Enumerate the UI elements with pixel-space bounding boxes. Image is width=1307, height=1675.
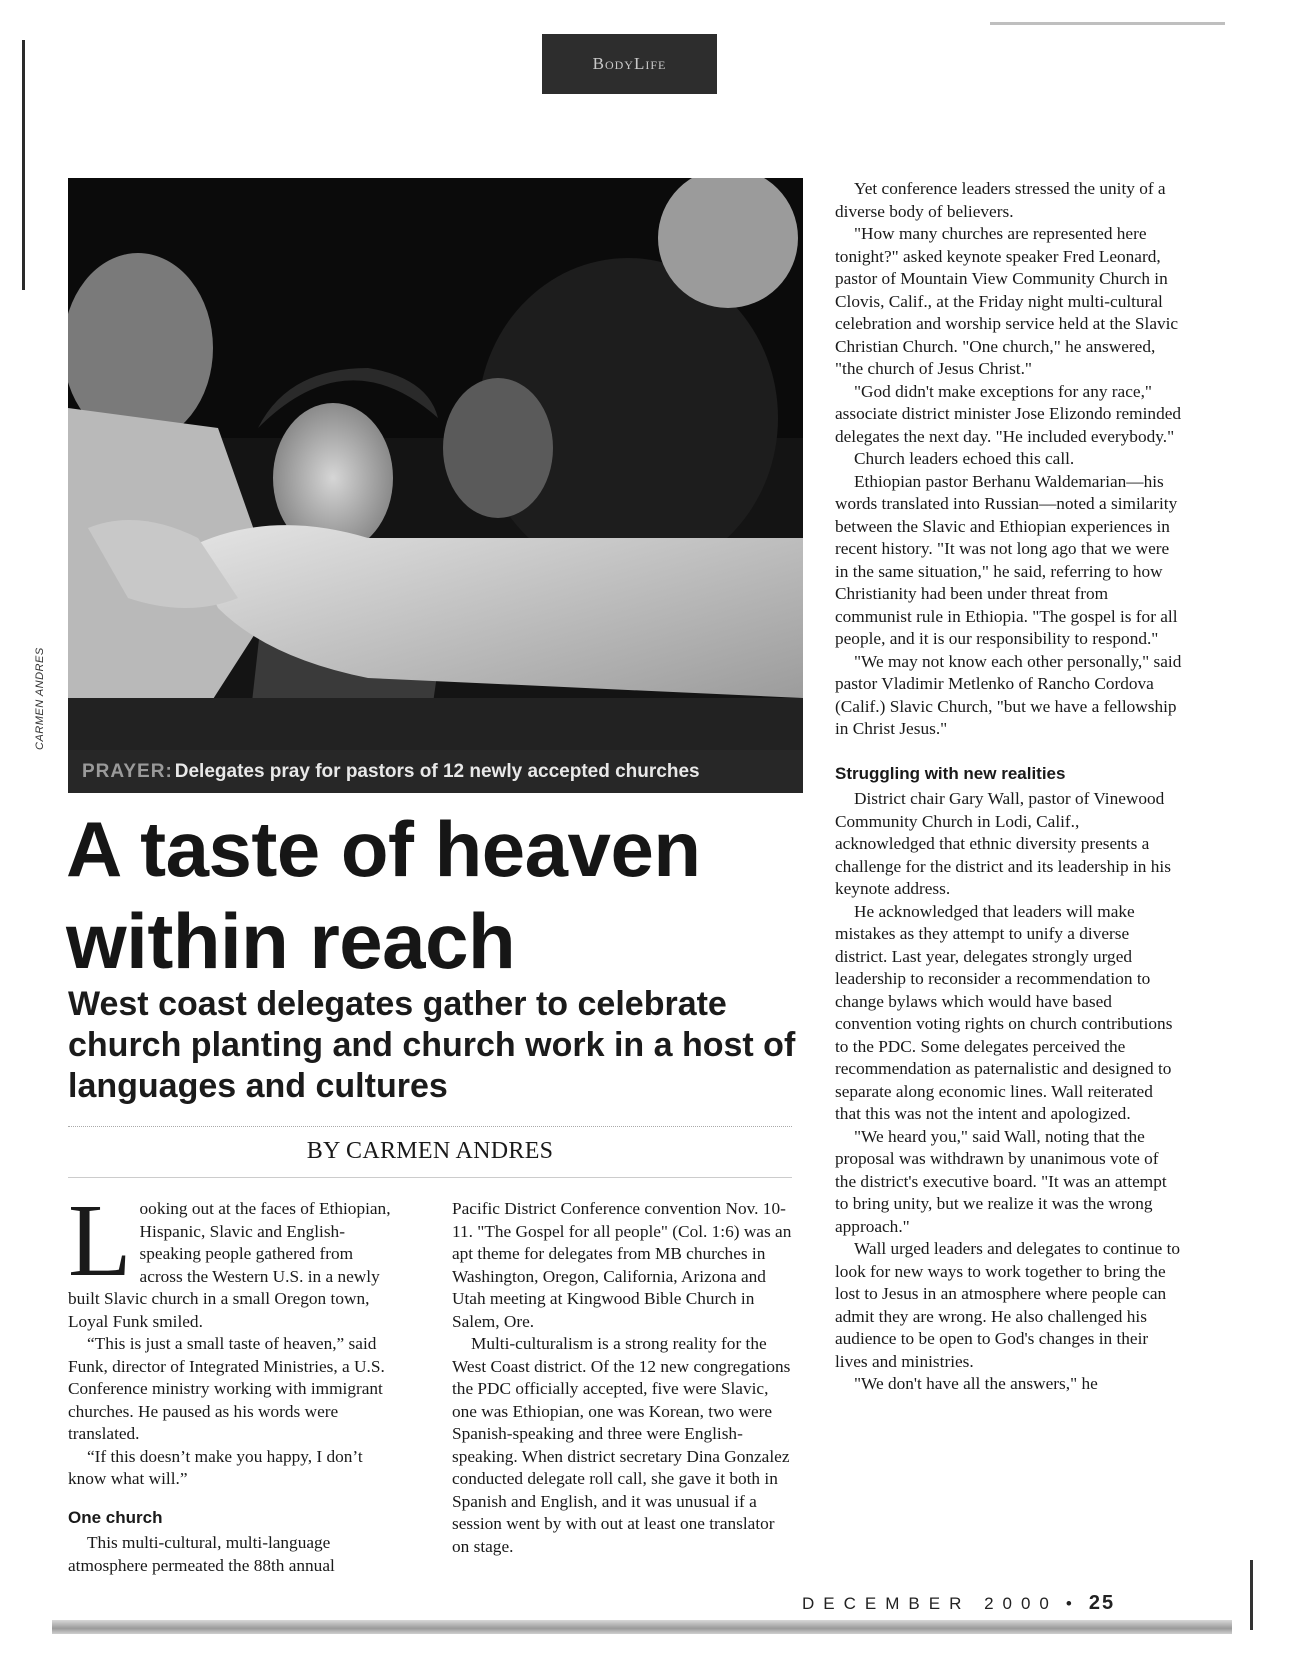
body-column-1: [68, 1183, 400, 1577]
bottom-rule: [52, 1620, 1232, 1634]
headline: [66, 805, 786, 985]
bullet-icon: •: [1065, 1594, 1081, 1613]
paragraph: Church leaders echoed this call.: [854, 449, 1075, 468]
headline-line: within reach: [66, 897, 516, 985]
paragraph: "We don't have all the answers," he: [854, 1374, 1098, 1393]
paragraph: "We may not know each other personally," said pastor Vladimir Metlenko of Rancho Cordova (Calif.) Slavic Church, "but we have a fellowship in Christ Jesus.": [835, 651, 1182, 738]
divider: [68, 1177, 792, 1178]
body-column-2: [452, 1198, 794, 1558]
body-column-3: [835, 178, 1183, 1396]
byline: BY CARMEN ANDRES: [306, 1138, 554, 1164]
caption-text: Delegates pray for pastors of 12 newly accepted churches: [174, 760, 700, 782]
paragraph: This multi-cultural, multi-language atmosphere permeated the 88th annual: [68, 1533, 335, 1575]
paragraph: Wall urged leaders and delegates to continue to look for new ways to work together to bring the lost to Jesus in an atmosphere where people can admit they are wrong. He also challenged his audience to be open to God's changes in their lives and ministries.: [835, 1239, 1181, 1371]
issue-date: DECEMBER 2000: [802, 1594, 1058, 1613]
headline-line: A taste of heaven: [66, 805, 701, 893]
paragraph: Ethiopian pastor Berhanu Waldemarian—his words translated into Russian—noted a similarity between the Slavic and Ethiopian experiences in recent history. "It was not long ago that we were in the same situation," he said, referring to how Christianity had been under threat from communist rule in Ethiopia. "The gospel is for all people, and it is our responsibility to respond.": [835, 471, 1178, 648]
deck-subheadline: West coast delegates gather to celebrate church planting and church work in a host of languages and cultures: [68, 985, 796, 1105]
paragraph: Pacific District Conference convention Nov. 10-11. "The Gospel for all people" (Col. 1:6) was an apt theme for delegates from MB churches in Washington, Oregon, California, Arizona and Utah meeting at Kingwood Bible Church in Salem, Ore.: [452, 1199, 792, 1331]
paragraph: "God didn't make exceptions for any race," associate district minister Jose Elizondo reminded delegates the next day. "He included everybody.": [835, 381, 1182, 446]
scan-edge-rule-right: [1250, 1560, 1253, 1630]
drop-cap: L: [68, 1183, 132, 1298]
top-rule: [990, 22, 1225, 25]
paragraph: "We heard you," said Wall, noting that the proposal was withdrawn by unanimous vote of the district's executive board. "It was an attempt to bring unity, but we realize it was the wrong approach.": [835, 1126, 1167, 1236]
paragraph: District chair Gary Wall, pastor of Vinewood Community Church in Lodi, Calif., acknowledged that ethnic diversity presents a challenge for the district and its leadership in his keynote address.: [835, 789, 1171, 898]
scan-edge-rule: [22, 40, 25, 290]
section-header-tab: BodyLife: [542, 34, 717, 94]
caption-label: PRAYER:: [82, 760, 173, 782]
paragraph: He acknowledged that leaders will make mistakes as they attempt to unify a diverse district. Last year, delegates strongly urged leadership to reconsider a recommendation to change bylaws which would have based convention voting rights on church contributions to the PDC. Some delegates perceived the recommendation as paternalistic and designed to separate along economic lines. Wall reiterated that this was not the intent and apologized.: [835, 901, 1173, 1123]
paragraph: [68, 1183, 400, 1333]
paragraph: Yet conference leaders stressed the unity of a diverse body of believers.: [835, 179, 1166, 221]
folio: [802, 1592, 1115, 1615]
paragraph: “This is just a small taste of heaven,” said Funk, director of Integrated Ministries, a U.S. Conference ministry working with immigrant churches. He paused as his words were translated.: [68, 1334, 385, 1443]
photo-credit: CARMEN ANDRES: [34, 647, 46, 750]
paragraph: Multi-culturalism is a strong reality for the West Coast district. Of the 12 new congregations the PDC officially accepted, five were Slavic, one was Ethiopian, one was Korean, two were Spanish-speaking and three were English-speaking. When district secretary Dina Gonzalez conducted delegate roll call, she gave it both in Spanish and English, and it was unusual if a session went by with out at least one translator on stage.: [452, 1334, 791, 1556]
paragraph-text: ooking out at the faces of Ethiopian, Hispanic, Slavic and English-speaking people gathered from across the Western U.S. in a newly built Slavic church in a small Oregon town, Loyal Funk smiled.: [68, 1199, 391, 1331]
article-photo: [68, 178, 803, 793]
divider: [68, 1126, 792, 1128]
subhead: Struggling with new realities: [835, 763, 1066, 783]
subhead: One church: [68, 1507, 163, 1527]
photo-caption: [68, 750, 803, 793]
page-number: 25: [1088, 1592, 1116, 1614]
paragraph: “If this doesn’t make you happy, I don’t know what will.”: [68, 1446, 363, 1488]
paragraph: "How many churches are represented here tonight?" asked keynote speaker Fred Leonard, pastor of Mountain View Community Church in Clovis, Calif., at the Friday night multi-cultural celebration and worship service held at the Slavic Christian Church. "One church," he answered, "the church of Jesus Christ.": [835, 224, 1179, 378]
